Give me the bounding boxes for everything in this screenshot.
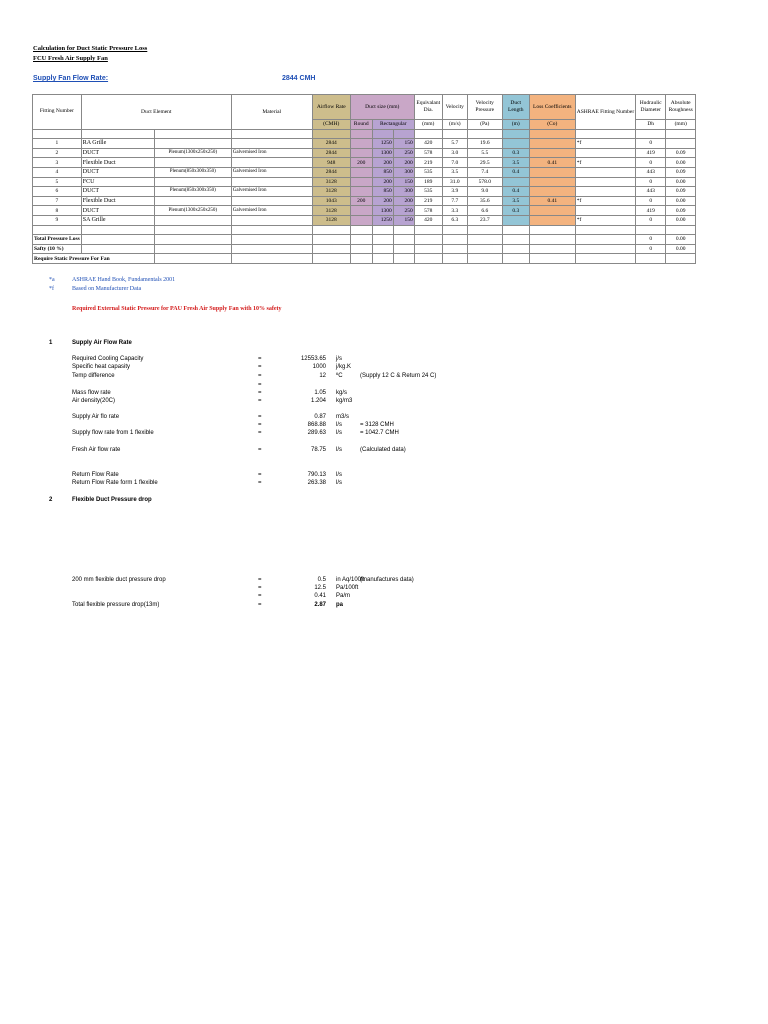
- cell-roughness: 0.09: [666, 148, 696, 158]
- cell-round-size: 200: [350, 196, 372, 206]
- cell-duct-length: 0.4: [502, 187, 529, 197]
- cell-airflow: 3128: [312, 187, 350, 197]
- cell-airflow: 2844: [312, 148, 350, 158]
- calc-unit: kg/s: [336, 390, 348, 396]
- calc-label: Temp difference: [72, 373, 115, 379]
- cell-hydraulic-dia: 0: [636, 139, 666, 149]
- cell-rect-width: 200: [372, 177, 393, 187]
- unit-mm: (mm): [414, 120, 442, 130]
- cell-rect-height: 300: [393, 167, 414, 177]
- require-static-label: Require Static Pressure For Fan: [33, 254, 155, 264]
- cell-rect-width: 200: [372, 196, 393, 206]
- cell-material: Galvernised Iron: [231, 148, 312, 158]
- section-1-number: 1: [49, 340, 53, 346]
- cell-material: [231, 177, 312, 187]
- cell-ashrae-ref: [575, 206, 635, 216]
- cell-plenum-size: [154, 177, 231, 187]
- calc-unit: Pa/m: [336, 593, 351, 599]
- cell-duct-element: Flexible Duct: [81, 158, 154, 168]
- cell-rect-width: 850: [372, 187, 393, 197]
- calc-value: 868.88: [307, 422, 326, 428]
- calc-value: 0.87: [314, 414, 326, 420]
- calc-equals: =: [258, 398, 262, 404]
- cell-airflow: 2844: [312, 139, 350, 149]
- unit-round: Round: [350, 120, 372, 130]
- section-2-number: 2: [49, 497, 53, 503]
- cell-rect-width: 1250: [372, 215, 393, 225]
- cell-loss-coefficient: [529, 148, 575, 158]
- cell-fitting-number: 7: [33, 196, 82, 206]
- require-hydraulic: [636, 254, 666, 264]
- cell-ashrae-ref: *f: [575, 158, 635, 168]
- calc-value: 1000: [312, 364, 326, 370]
- total-hydraulic: 0: [636, 235, 666, 245]
- cell-equiv-dia: 578: [414, 148, 442, 158]
- cell-roughness: 0.09: [666, 187, 696, 197]
- cell-fitting-number: 6: [33, 187, 82, 197]
- cell-plenum-size: [154, 139, 231, 149]
- cell-loss-coefficient: [529, 215, 575, 225]
- calc-label: Fresh Air flow rate: [72, 447, 121, 453]
- cell-plenum-size: Plenum(1300x250x250): [154, 148, 231, 158]
- unit-dh: Dh: [636, 120, 666, 130]
- cell-roughness: 0.09: [666, 206, 696, 216]
- calc-equals: =: [258, 480, 262, 486]
- calc-equals: =: [258, 364, 262, 370]
- cell-rect-height: 150: [393, 215, 414, 225]
- col-loss-coefficients: Loss Coefficients: [529, 95, 575, 120]
- cell-fitting-number: 2: [33, 148, 82, 158]
- calc-unit: ºC: [336, 373, 343, 379]
- spacer-row: [33, 225, 696, 235]
- cell-velocity-pressure: 19.6: [467, 139, 502, 149]
- col-material: Material: [231, 95, 312, 130]
- calc-value: 12553.65: [300, 356, 326, 362]
- cell-ashrae-ref: [575, 177, 635, 187]
- cell-loss-coefficient: [529, 139, 575, 149]
- cell-rect-width: 1250: [372, 139, 393, 149]
- cell-airflow: 2844: [312, 167, 350, 177]
- calc-unit: Pa/100ft: [336, 585, 359, 591]
- unit-cmh: (CMH): [312, 120, 350, 130]
- section-2-title: Flexible Duct Pressure drop: [72, 497, 152, 503]
- cell-hydraulic-dia: 443: [636, 167, 666, 177]
- cell-airflow: 1043: [312, 196, 350, 206]
- cell-equiv-dia: 219: [414, 158, 442, 168]
- cell-rect-height: 250: [393, 148, 414, 158]
- calc-value: 12: [319, 373, 326, 379]
- cell-loss-coefficient: [529, 167, 575, 177]
- cell-rect-width: 1300: [372, 148, 393, 158]
- calc-label: Supply Air flo rate: [72, 414, 120, 420]
- cell-plenum-size: [154, 215, 231, 225]
- unit-m: (m): [502, 120, 529, 130]
- calc-unit: l/s: [336, 422, 342, 428]
- calc-label: Total flexible pressure drop(13m): [72, 602, 160, 608]
- col-fitting-number: Fitting Number: [33, 95, 82, 130]
- cell-ashrae-ref: *f: [575, 196, 635, 206]
- cell-velocity-pressure: 9.0: [467, 187, 502, 197]
- table-row: [33, 167, 696, 177]
- table-row: [33, 148, 696, 158]
- calc-unit: l/s: [336, 472, 342, 478]
- calc-unit: j/s: [336, 356, 342, 362]
- note-key-a: *a: [49, 277, 55, 283]
- cell-duct-element: DUCT: [81, 167, 154, 177]
- cell-duct-element: DUCT: [81, 148, 154, 158]
- table-row: [33, 177, 696, 187]
- cell-material: [231, 215, 312, 225]
- cell-round-size: [350, 187, 372, 197]
- cell-equiv-dia: 420: [414, 215, 442, 225]
- cell-ashrae-ref: [575, 167, 635, 177]
- cell-roughness: 0.00: [666, 215, 696, 225]
- cell-equiv-dia: 189: [414, 177, 442, 187]
- unit-pa: (Pa): [467, 120, 502, 130]
- calc-equals: =: [258, 373, 262, 379]
- cell-roughness: 0.00: [666, 158, 696, 168]
- cell-hydraulic-dia: 0: [636, 158, 666, 168]
- cell-ashrae-ref: [575, 148, 635, 158]
- cell-equiv-dia: 219: [414, 196, 442, 206]
- cell-rect-width: 850: [372, 167, 393, 177]
- cell-loss-coefficient: [529, 187, 575, 197]
- cell-velocity-pressure: 5.5: [467, 148, 502, 158]
- cell-fitting-number: 4: [33, 167, 82, 177]
- calc-label: Specific heat capasity: [72, 364, 131, 370]
- calc-equals: =: [258, 593, 262, 599]
- cell-round-size: [350, 148, 372, 158]
- calc-equals: =: [258, 422, 262, 428]
- cell-plenum-size: Plenum(1300x250x250): [154, 206, 231, 216]
- calc-unit: pa: [336, 602, 344, 608]
- table-row: [33, 206, 696, 216]
- calc-value: 289.63: [307, 430, 326, 436]
- note-text-a: ASHRAE Hand Book, Fundamentals 2001: [72, 277, 176, 283]
- table-row: [33, 187, 696, 197]
- cell-roughness: [666, 139, 696, 149]
- cell-velocity: 31.0: [442, 177, 467, 187]
- cell-fitting-number: 1: [33, 139, 82, 149]
- cell-round-size: [350, 177, 372, 187]
- calc-equals: =: [258, 472, 262, 478]
- cell-velocity: 6.3: [442, 215, 467, 225]
- cell-airflow: 948: [312, 158, 350, 168]
- cell-ashrae-ref: *f: [575, 139, 635, 149]
- cell-duct-length: [502, 177, 529, 187]
- cell-equiv-dia: 420: [414, 139, 442, 149]
- cell-duct-element: DUCT: [81, 206, 154, 216]
- cell-plenum-size: Plenum(850x300x350): [154, 167, 231, 177]
- cell-loss-coefficient: [529, 206, 575, 216]
- calc-unit: l/s: [336, 430, 342, 436]
- cell-roughness: 0.00: [666, 177, 696, 187]
- cell-rect-width: 200: [372, 158, 393, 168]
- cell-plenum-size: Plenum(850x300x350): [154, 187, 231, 197]
- calc-label: Required Cooling Capacity: [72, 356, 144, 362]
- cell-velocity: 3.9: [442, 187, 467, 197]
- cell-hydraulic-dia: 0: [636, 177, 666, 187]
- cell-duct-length: 3.5: [502, 158, 529, 168]
- cell-fitting-number: 8: [33, 206, 82, 216]
- table-row: [33, 158, 696, 168]
- table-row: [33, 196, 696, 206]
- cell-airflow: 3128: [312, 177, 350, 187]
- cell-velocity-pressure: 6.6: [467, 206, 502, 216]
- cell-velocity-pressure: 7.4: [467, 167, 502, 177]
- spacer-row: [33, 129, 696, 139]
- cell-rect-height: 200: [393, 196, 414, 206]
- cell-velocity: 7.0: [442, 158, 467, 168]
- calc-equals: =: [258, 577, 262, 583]
- cell-round-size: [350, 139, 372, 149]
- calc-equals: =: [258, 390, 262, 396]
- cell-hydraulic-dia: 0: [636, 215, 666, 225]
- cell-material: [231, 196, 312, 206]
- calc-unit: j/kg.K: [336, 364, 352, 370]
- cell-fitting-number: 5: [33, 177, 82, 187]
- note-key-f: *f: [49, 286, 54, 292]
- flow-rate-label: Supply Fan Flow Rate:: [33, 75, 109, 82]
- cell-airflow: 3128: [312, 206, 350, 216]
- cell-roughness: 0.09: [666, 167, 696, 177]
- calc-label: Return Flow Rate: [72, 472, 119, 478]
- calc-equals: =: [258, 602, 262, 608]
- calc-label: Return Flow Rate form 1 flexible: [72, 480, 158, 486]
- col-velocity: Velocity: [442, 95, 467, 120]
- total-pressure-label: Total Pressure Loss: [34, 236, 80, 243]
- note-text-f: Based on Manufacturer Data: [72, 286, 142, 292]
- cell-duct-length: [502, 139, 529, 149]
- cell-velocity-pressure: 578.0: [467, 177, 502, 187]
- cell-loss-coefficient: 0.41: [529, 196, 575, 206]
- col-duct-element: Duct Element: [81, 95, 231, 130]
- cell-rect-height: 200: [393, 158, 414, 168]
- calc-label: 200 mm flexible duct pressure drop: [72, 577, 166, 583]
- cell-duct-element: RA Grille: [81, 139, 154, 149]
- page-subtitle: FCU Fresh Air Supply Fan: [33, 55, 108, 62]
- col-duct-length: Duct Length: [502, 95, 529, 120]
- cell-ashrae-ref: *f: [575, 215, 635, 225]
- cell-rect-height: 300: [393, 187, 414, 197]
- flow-rate-value: 2844 CMH: [282, 75, 316, 82]
- cell-ashrae-ref: [575, 187, 635, 197]
- calc-unit: l/s: [336, 447, 342, 453]
- calc-value: 12.5: [314, 585, 326, 591]
- calc-equals: =: [258, 430, 262, 436]
- safety-roughness: 0.00: [666, 244, 696, 254]
- calc-equals: =: [258, 414, 262, 420]
- cell-rect-height: 150: [393, 177, 414, 187]
- calc-note: (Supply 12 C & Return 24 C): [360, 373, 437, 379]
- cell-duct-length: 0.4: [502, 167, 529, 177]
- calc-label: Supply flow rate from 1 flexible: [72, 430, 154, 436]
- table-row: [33, 244, 696, 254]
- cell-velocity-pressure: 35.6: [467, 196, 502, 206]
- calc-equals: =: [258, 585, 262, 591]
- unit-mm-roughness: (mm): [666, 120, 696, 130]
- calc-unit: kg/m3: [336, 398, 353, 404]
- calc-value: 1.204: [310, 398, 326, 404]
- total-roughness: 0.00: [666, 235, 696, 245]
- col-ashrae-fitting-number: ASHRAE Fitting Number: [575, 95, 635, 130]
- cell-material: [231, 139, 312, 149]
- col-velocity-pressure: Velocity Pressure: [467, 95, 502, 120]
- calc-value: 790.13: [307, 472, 326, 478]
- cell-plenum-size: [154, 196, 231, 206]
- safety-label: Safty (10 %): [33, 244, 82, 254]
- page-title: Calculation for Duct Static Pressure Loss: [33, 45, 148, 52]
- cell-duct-length: 0.3: [502, 148, 529, 158]
- cell-round-size: [350, 167, 372, 177]
- cell-material: Galvernised Iron: [231, 206, 312, 216]
- cell-velocity: 7.7: [442, 196, 467, 206]
- calc-equals: =: [258, 382, 262, 388]
- cell-hydraulic-dia: 419: [636, 148, 666, 158]
- cell-material: Galvernised Iron: [231, 187, 312, 197]
- cell-loss-coefficient: [529, 177, 575, 187]
- col-equivalent-dia: Equivalant Dia.: [414, 95, 442, 120]
- col-duct-size: Duct size (mm): [350, 95, 414, 120]
- cell-duct-length: 3.5: [502, 196, 529, 206]
- calc-equals: =: [258, 447, 262, 453]
- cell-rect-width: 1300: [372, 206, 393, 216]
- col-hydraulic-diameter: Hudraulic Diameter: [636, 95, 666, 120]
- calc-value: 78.75: [310, 447, 326, 453]
- cell-hydraulic-dia: 0: [636, 196, 666, 206]
- calc-equals: =: [258, 356, 262, 362]
- cell-rect-height: 150: [393, 139, 414, 149]
- cell-velocity-pressure: 29.5: [467, 158, 502, 168]
- table-row: [33, 215, 696, 225]
- cell-fitting-number: 9: [33, 215, 82, 225]
- unit-ms: (m/s): [442, 120, 467, 130]
- col-airflow-rate: Airflow Rate: [312, 95, 350, 120]
- table-row: [33, 235, 696, 245]
- unit-rectangular: Rectangular: [372, 120, 414, 130]
- cell-fitting-number: 3: [33, 158, 82, 168]
- calc-value: 0.5: [317, 577, 326, 583]
- calc-value: 0.41: [314, 593, 326, 599]
- cell-duct-element: Flexible Duct: [81, 196, 154, 206]
- cell-velocity: 3.0: [442, 148, 467, 158]
- cell-rect-height: 250: [393, 206, 414, 216]
- calc-value: 1.05: [314, 390, 326, 396]
- cell-velocity: 3.5: [442, 167, 467, 177]
- cell-duct-element: SA Grille: [81, 215, 154, 225]
- cell-equiv-dia: 578: [414, 206, 442, 216]
- cell-hydraulic-dia: 443: [636, 187, 666, 197]
- cell-material: [231, 158, 312, 168]
- cell-hydraulic-dia: 419: [636, 206, 666, 216]
- cell-duct-element: DUCT: [81, 187, 154, 197]
- cell-velocity: 5.7: [442, 139, 467, 149]
- cell-round-size: 200: [350, 158, 372, 168]
- calc-note: = 1042.7 CMH: [360, 430, 399, 436]
- cell-duct-length: [502, 215, 529, 225]
- calc-unit: in Aq/100ft: [336, 577, 365, 583]
- cell-equiv-dia: 535: [414, 187, 442, 197]
- calc-label: Air density(20C): [72, 398, 116, 404]
- requirement-note: Required External Static Pressure for PAU Fresh Air Supply Fan with 10% safety: [72, 306, 282, 312]
- cell-duct-element: FCU: [81, 177, 154, 187]
- cell-duct-length: 0.3: [502, 206, 529, 216]
- calc-value: 263.38: [307, 480, 326, 486]
- require-roughness: [666, 254, 696, 264]
- cell-loss-coefficient: 0.41: [529, 158, 575, 168]
- col-absolute-roughness: Absolute Roughness: [666, 95, 696, 120]
- pressure-loss-table: [32, 94, 696, 264]
- section-1-title: Supply Air Flow Rate: [72, 340, 132, 346]
- cell-velocity-pressure: 23.7: [467, 215, 502, 225]
- cell-round-size: [350, 206, 372, 216]
- calc-note: = 3128 CMH: [360, 422, 394, 428]
- calc-unit: l/s: [336, 480, 342, 486]
- table-row: [33, 254, 696, 264]
- unit-co: (Co): [529, 120, 575, 130]
- cell-material: Galvernised Iron: [231, 167, 312, 177]
- cell-equiv-dia: 535: [414, 167, 442, 177]
- calc-value: 2.87: [314, 602, 326, 608]
- calc-label: Mass flow rate: [72, 390, 111, 396]
- cell-velocity: 3.3: [442, 206, 467, 216]
- cell-roughness: 0.00: [666, 196, 696, 206]
- calc-note: (manufactures data): [360, 577, 414, 583]
- cell-round-size: [350, 215, 372, 225]
- calc-unit: m3/s: [336, 414, 350, 420]
- calc-note: (Calculated data): [360, 447, 406, 453]
- cell-airflow: 3128: [312, 215, 350, 225]
- table-row: [33, 139, 696, 149]
- cell-plenum-size: [154, 158, 231, 168]
- safety-hydraulic: 0: [636, 244, 666, 254]
